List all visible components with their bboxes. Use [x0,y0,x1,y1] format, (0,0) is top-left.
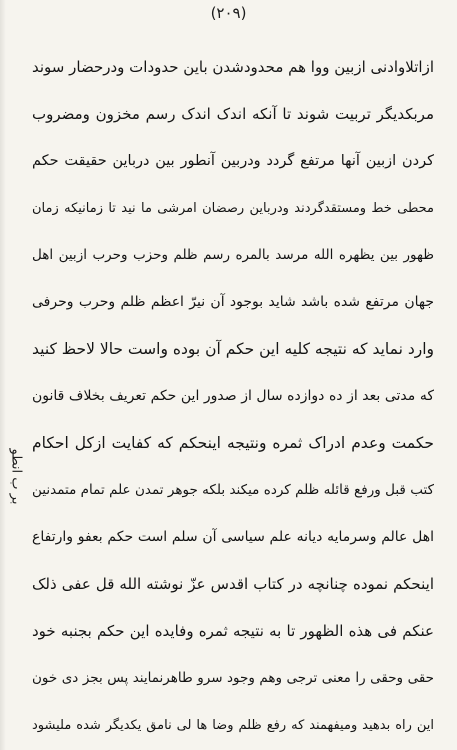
page-edge-shadow [0,0,6,750]
text-line-4: محطی خط ومستقدگردند ودرباین رصضان امرشی ما نید تا زمانیکه زمان [32,201,434,216]
text-line-12: اینحکم نموده چنانچه در کتاب اقدس عزّ نوشته الله قل عفی ذلک [32,575,434,593]
margin-annotation-text: بر ب انطو [8,448,24,504]
text-line-11: اهل عالم وسرمایه دیانه علم سیاسی آن سلم است حکم بعفو وارتفاع [32,529,434,545]
text-line-7: وارد نماید که نتیجه کلیه این حکم آن بوده واست حالا لاحظ کنید [32,340,434,358]
margin-annotation [2,442,30,510]
text-line-13: عنکم فی هذه الظهور تا به نتیجه ثمره وفایده این حکم بجنبه خود [32,622,434,640]
text-line-3: کردن ازبین آنها مرتفع گردد ودربین آنطور بین درباین حقیقت حکم [32,153,434,169]
text-line-10: کتب قبل ورفع قائله ظلم کرده میکند بلکه جوهر تمدن علم تمام متمدنین [32,482,434,498]
text-line-8: که مدتی بعد از ده دوازده سال از صدور این حکم تعریف بخلاف قانون [32,388,434,404]
text-body [32,44,434,749]
text-line-5: ظهور بین یظهره الله مرسد بالمره رسم ظلم وحزب وحرب ازبین اهل [32,247,434,263]
text-line-14: حقی وحقی را معنی ترجی وهم وجود سرو طاهرنمایند پس بجز دی خون [32,670,434,686]
text-line-1: ازاتلاوادنی ازبین ووا هم محدودشدن باین حدودات ودرحضار سوند [32,58,434,76]
text-line-9: حکمت وعدم ادراک ثمره ونتیجه اینحکم که کفایت ازکل احکام [32,434,434,452]
text-line-15: این راه بدهید ومیفهمند که رفع ظلم وضا ها لی نامق یکدیگر شده ملیشود [32,718,434,733]
text-line-6: جهان مرتفع شده باشد شاید بوجود آن نیرّ اعظم ظلم وحرب وحرفی [32,294,434,310]
text-line-2: مربکدیگر تربیت شوند تا آنکه اندک اندک رسم مخزون ومضروب [32,105,434,123]
page-number: (۲۰۹) [210,4,247,22]
